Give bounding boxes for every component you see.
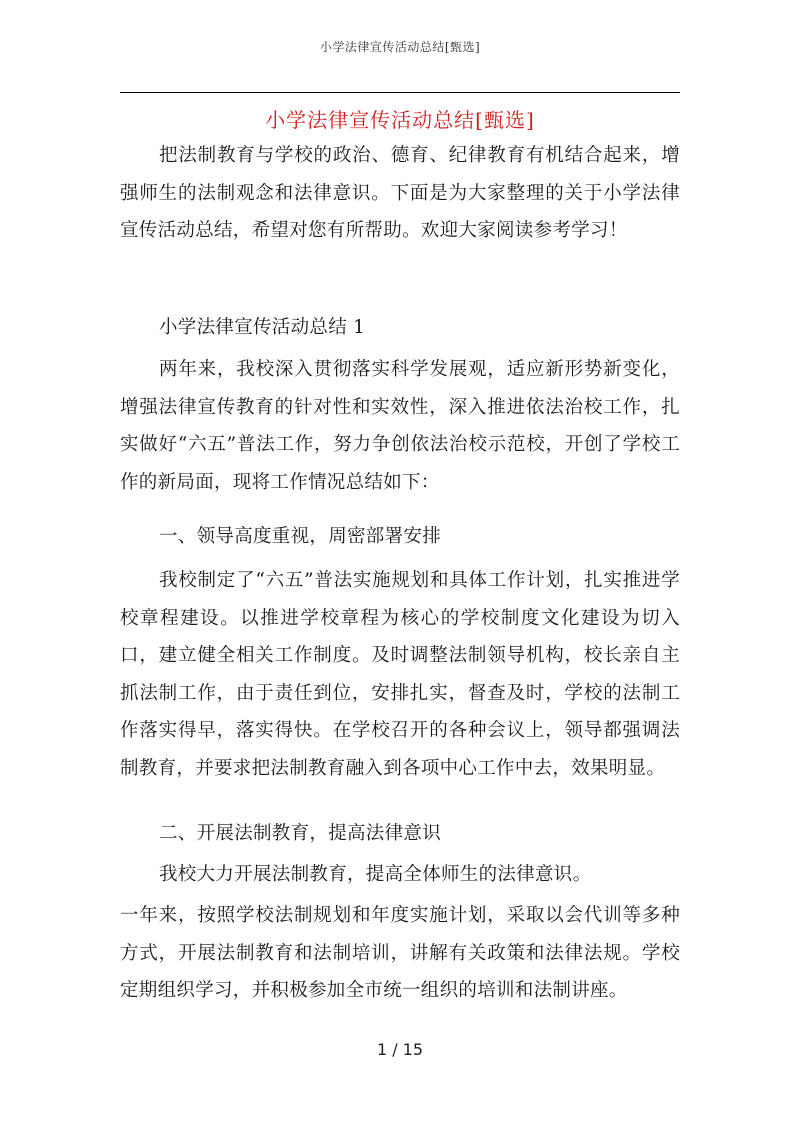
subheading-legal-education: 二、开展法制教育，提高法律意识 [159, 823, 442, 844]
page-number: 1 / 15 [376, 1040, 424, 1059]
body-paragraph-leadership: 我校制定了“六五”普法实施规划和具体工作计划，扎实推进学校章程建设。以推进学校章程为核心的学校制度文化建设为切入口，建立健全相关工作制度。及时调整法制领导机构，校长亲自主抓法制工作，由于责任到位，安排扎实，督查及时，学校的法制工作落实得早，落实得快。在学校召开的各种会议上，领导都强调法制教育，并要求把法制教育融入到各项中心工作中去，效果明显。 [120, 570, 680, 779]
subheading-leadership: 一、领导高度重视，周密部署安排 [159, 526, 442, 547]
intro-paragraph: 把法制教育与学校的政治、德育、纪律教育有机结合起来，增强师生的法制观念和法律意识。下面是为大家整理的关于小学法律宣传活动总结，希望对您有所帮助。欢迎大家阅读参考学习！ [120, 145, 680, 241]
body-paragraph-training: 一年来，按照学校法制规划和年度实施计划，采取以会代训等多种方式，开展法制教育和法制培训，讲解有关政策和法律法规。学校定期组织学习，并积极参加全市统一组织的培训和法制讲座。 [120, 905, 680, 1001]
running-header: 小学法律宣传活动总结[甄选] [319, 40, 481, 54]
document-title: 小学法律宣传活动总结[甄选] [265, 108, 535, 132]
section-heading-summary-1: 小学法律宣传活动总结 1 [159, 317, 366, 338]
header-rule [120, 92, 680, 93]
body-paragraph-legal-awareness: 我校大力开展法制教育，提高全体师生的法律意识。 [159, 864, 592, 885]
body-paragraph-overview: 两年来，我校深入贯彻落实科学发展观，适应新形势新变化，增强法律宣传教育的针对性和实效性，深入推进依法治校工作，扎实做好“六五”普法工作，努力争创依法治校示范校，开创了学校工作的新局面，现将工作情况总结如下： [120, 359, 680, 493]
